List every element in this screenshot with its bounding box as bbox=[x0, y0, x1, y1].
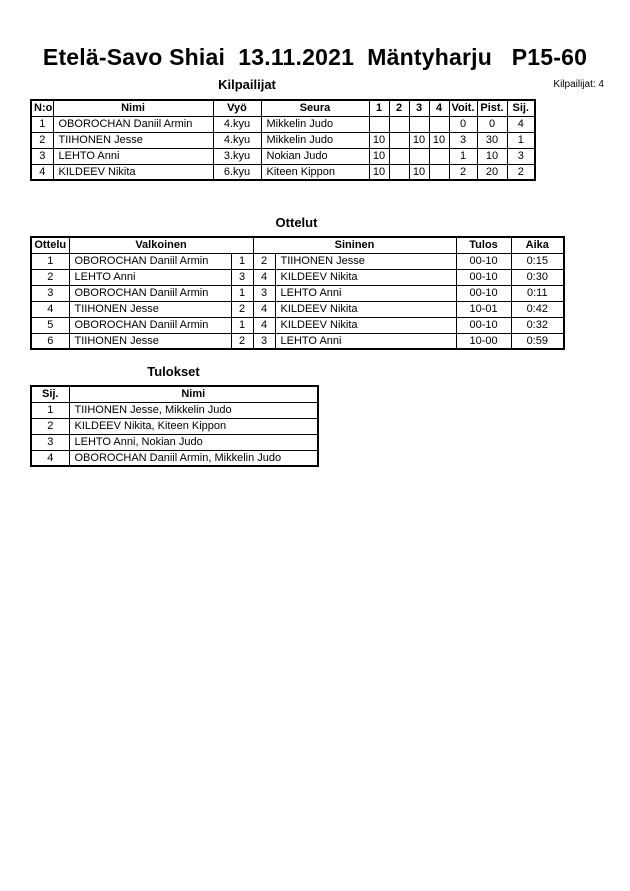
col-header-match-no: Ottelu bbox=[31, 237, 69, 253]
competitors-table bbox=[30, 99, 536, 181]
cell-result: 00-10 bbox=[456, 317, 511, 333]
cell-blue-name: TIIHONEN Jesse bbox=[275, 253, 456, 269]
col-header-name: Nimi bbox=[69, 386, 318, 402]
col-header-result: Tulos bbox=[456, 237, 511, 253]
cell-round-1: 10 bbox=[369, 148, 389, 164]
cell-match-no: 3 bbox=[31, 285, 69, 301]
cell-club: Nokian Judo bbox=[261, 148, 369, 164]
cell-white-name: LEHTO Anni bbox=[69, 269, 231, 285]
cell-blue-no: 4 bbox=[253, 269, 275, 285]
cell-white-no: 1 bbox=[231, 253, 253, 269]
cell-points: 10 bbox=[477, 148, 507, 164]
matches-table bbox=[30, 236, 565, 350]
col-header-rank: Sij. bbox=[31, 386, 69, 402]
table-row bbox=[31, 132, 535, 148]
col-header-round-4: 4 bbox=[429, 100, 449, 116]
col-header-round-1: 1 bbox=[369, 100, 389, 116]
cell-wins: 3 bbox=[449, 132, 477, 148]
cell-name: LEHTO Anni bbox=[53, 148, 213, 164]
cell-points: 0 bbox=[477, 116, 507, 132]
cell-blue-name: KILDEEV Nikita bbox=[275, 317, 456, 333]
col-header-round-3: 3 bbox=[409, 100, 429, 116]
cell-club: Mikkelin Judo bbox=[261, 116, 369, 132]
cell-match-no: 5 bbox=[31, 317, 69, 333]
col-header-points: Pist. bbox=[477, 100, 507, 116]
cell-round-4 bbox=[429, 148, 449, 164]
cell-match-no: 2 bbox=[31, 269, 69, 285]
col-header-blue: Sininen bbox=[253, 237, 456, 253]
cell-blue-no: 3 bbox=[253, 333, 275, 349]
table-row bbox=[31, 450, 318, 466]
cell-rank: 4 bbox=[31, 450, 69, 466]
cell-blue-name: KILDEEV Nikita bbox=[275, 301, 456, 317]
cell-wins: 2 bbox=[449, 164, 477, 180]
table-row bbox=[31, 116, 535, 132]
cell-white-no: 2 bbox=[231, 333, 253, 349]
col-header-time: Aika bbox=[511, 237, 564, 253]
cell-result: 00-10 bbox=[456, 269, 511, 285]
cell-time: 0:15 bbox=[511, 253, 564, 269]
table-row bbox=[31, 333, 564, 349]
table-row bbox=[31, 301, 564, 317]
cell-no: 1 bbox=[31, 116, 53, 132]
cell-round-4: 10 bbox=[429, 132, 449, 148]
cell-round-2 bbox=[389, 116, 409, 132]
results-table bbox=[30, 385, 319, 467]
cell-no: 3 bbox=[31, 148, 53, 164]
cell-round-1 bbox=[369, 116, 389, 132]
cell-round-1: 10 bbox=[369, 164, 389, 180]
cell-round-2 bbox=[389, 148, 409, 164]
table-row bbox=[31, 418, 318, 434]
cell-time: 0:30 bbox=[511, 269, 564, 285]
results-section-heading: Tulokset bbox=[147, 364, 200, 379]
cell-blue-no: 4 bbox=[253, 317, 275, 333]
cell-rank: 2 bbox=[31, 418, 69, 434]
cell-name: KILDEEV Nikita, Kiteen Kippon bbox=[69, 418, 318, 434]
cell-time: 0:32 bbox=[511, 317, 564, 333]
cell-belt: 6.kyu bbox=[213, 164, 261, 180]
cell-white-name: OBOROCHAN Daniil Armin bbox=[69, 285, 231, 301]
cell-white-name: TIIHONEN Jesse bbox=[69, 301, 231, 317]
cell-round-3 bbox=[409, 116, 429, 132]
cell-rank: 1 bbox=[31, 402, 69, 418]
cell-blue-no: 4 bbox=[253, 301, 275, 317]
cell-club: Kiteen Kippon bbox=[261, 164, 369, 180]
cell-belt: 3.kyu bbox=[213, 148, 261, 164]
cell-white-no: 1 bbox=[231, 285, 253, 301]
matches-header-row bbox=[31, 237, 564, 253]
cell-name: OBOROCHAN Daniil Armin bbox=[53, 116, 213, 132]
cell-points: 30 bbox=[477, 132, 507, 148]
col-header-belt: Vyö bbox=[213, 100, 261, 116]
cell-round-2 bbox=[389, 132, 409, 148]
cell-rank: 3 bbox=[31, 434, 69, 450]
cell-points: 20 bbox=[477, 164, 507, 180]
col-header-club: Seura bbox=[261, 100, 369, 116]
table-row bbox=[31, 253, 564, 269]
cell-white-name: OBOROCHAN Daniil Armin bbox=[69, 253, 231, 269]
cell-name: KILDEEV Nikita bbox=[53, 164, 213, 180]
cell-result: 10-00 bbox=[456, 333, 511, 349]
cell-rank: 3 bbox=[507, 148, 535, 164]
table-row bbox=[31, 164, 535, 180]
cell-white-no: 3 bbox=[231, 269, 253, 285]
col-header-no: N:o bbox=[31, 100, 53, 116]
cell-blue-name: LEHTO Anni bbox=[275, 333, 456, 349]
cell-result: 00-10 bbox=[456, 285, 511, 301]
competitors-header-row bbox=[31, 100, 535, 116]
page-title: Etelä-Savo Shiai 13.11.2021 Mäntyharju P15-60 bbox=[42, 44, 588, 70]
cell-name: OBOROCHAN Daniil Armin, Mikkelin Judo bbox=[69, 450, 318, 466]
cell-white-name: OBOROCHAN Daniil Armin bbox=[69, 317, 231, 333]
cell-name: LEHTO Anni, Nokian Judo bbox=[69, 434, 318, 450]
table-row bbox=[31, 402, 318, 418]
col-header-white: Valkoinen bbox=[69, 237, 253, 253]
cell-wins: 0 bbox=[449, 116, 477, 132]
cell-no: 2 bbox=[31, 132, 53, 148]
cell-time: 0:11 bbox=[511, 285, 564, 301]
cell-name: TIIHONEN Jesse bbox=[53, 132, 213, 148]
cell-round-3 bbox=[409, 148, 429, 164]
cell-rank: 1 bbox=[507, 132, 535, 148]
cell-result: 00-10 bbox=[456, 253, 511, 269]
table-row bbox=[31, 269, 564, 285]
cell-name: TIIHONEN Jesse, Mikkelin Judo bbox=[69, 402, 318, 418]
cell-blue-no: 2 bbox=[253, 253, 275, 269]
table-row bbox=[31, 285, 564, 301]
cell-white-no: 1 bbox=[231, 317, 253, 333]
cell-blue-name: KILDEEV Nikita bbox=[275, 269, 456, 285]
cell-blue-name: LEHTO Anni bbox=[275, 285, 456, 301]
cell-match-no: 6 bbox=[31, 333, 69, 349]
competitors-section-heading: Kilpailijat bbox=[218, 77, 276, 92]
table-row bbox=[31, 148, 535, 164]
cell-time: 0:59 bbox=[511, 333, 564, 349]
cell-match-no: 4 bbox=[31, 301, 69, 317]
cell-white-name: TIIHONEN Jesse bbox=[69, 333, 231, 349]
matches-section-heading: Ottelut bbox=[275, 215, 318, 230]
cell-round-1: 10 bbox=[369, 132, 389, 148]
cell-round-4 bbox=[429, 116, 449, 132]
cell-result: 10-01 bbox=[456, 301, 511, 317]
cell-time: 0:42 bbox=[511, 301, 564, 317]
cell-rank: 2 bbox=[507, 164, 535, 180]
col-header-round-2: 2 bbox=[389, 100, 409, 116]
competitors-subheader-row bbox=[0, 77, 630, 95]
col-header-rank: Sij. bbox=[507, 100, 535, 116]
col-header-name: Nimi bbox=[53, 100, 213, 116]
results-header-row bbox=[31, 386, 318, 402]
cell-no: 4 bbox=[31, 164, 53, 180]
cell-belt: 4.kyu bbox=[213, 132, 261, 148]
col-header-wins: Voit. bbox=[449, 100, 477, 116]
cell-belt: 4.kyu bbox=[213, 116, 261, 132]
competitors-count-label: Kilpailijat: 4 bbox=[553, 79, 604, 90]
cell-round-2 bbox=[389, 164, 409, 180]
cell-round-4 bbox=[429, 164, 449, 180]
cell-rank: 4 bbox=[507, 116, 535, 132]
cell-wins: 1 bbox=[449, 148, 477, 164]
cell-round-3: 10 bbox=[409, 164, 429, 180]
cell-match-no: 1 bbox=[31, 253, 69, 269]
table-row bbox=[31, 434, 318, 450]
table-row bbox=[31, 317, 564, 333]
cell-club: Mikkelin Judo bbox=[261, 132, 369, 148]
cell-white-no: 2 bbox=[231, 301, 253, 317]
cell-round-3: 10 bbox=[409, 132, 429, 148]
cell-blue-no: 3 bbox=[253, 285, 275, 301]
